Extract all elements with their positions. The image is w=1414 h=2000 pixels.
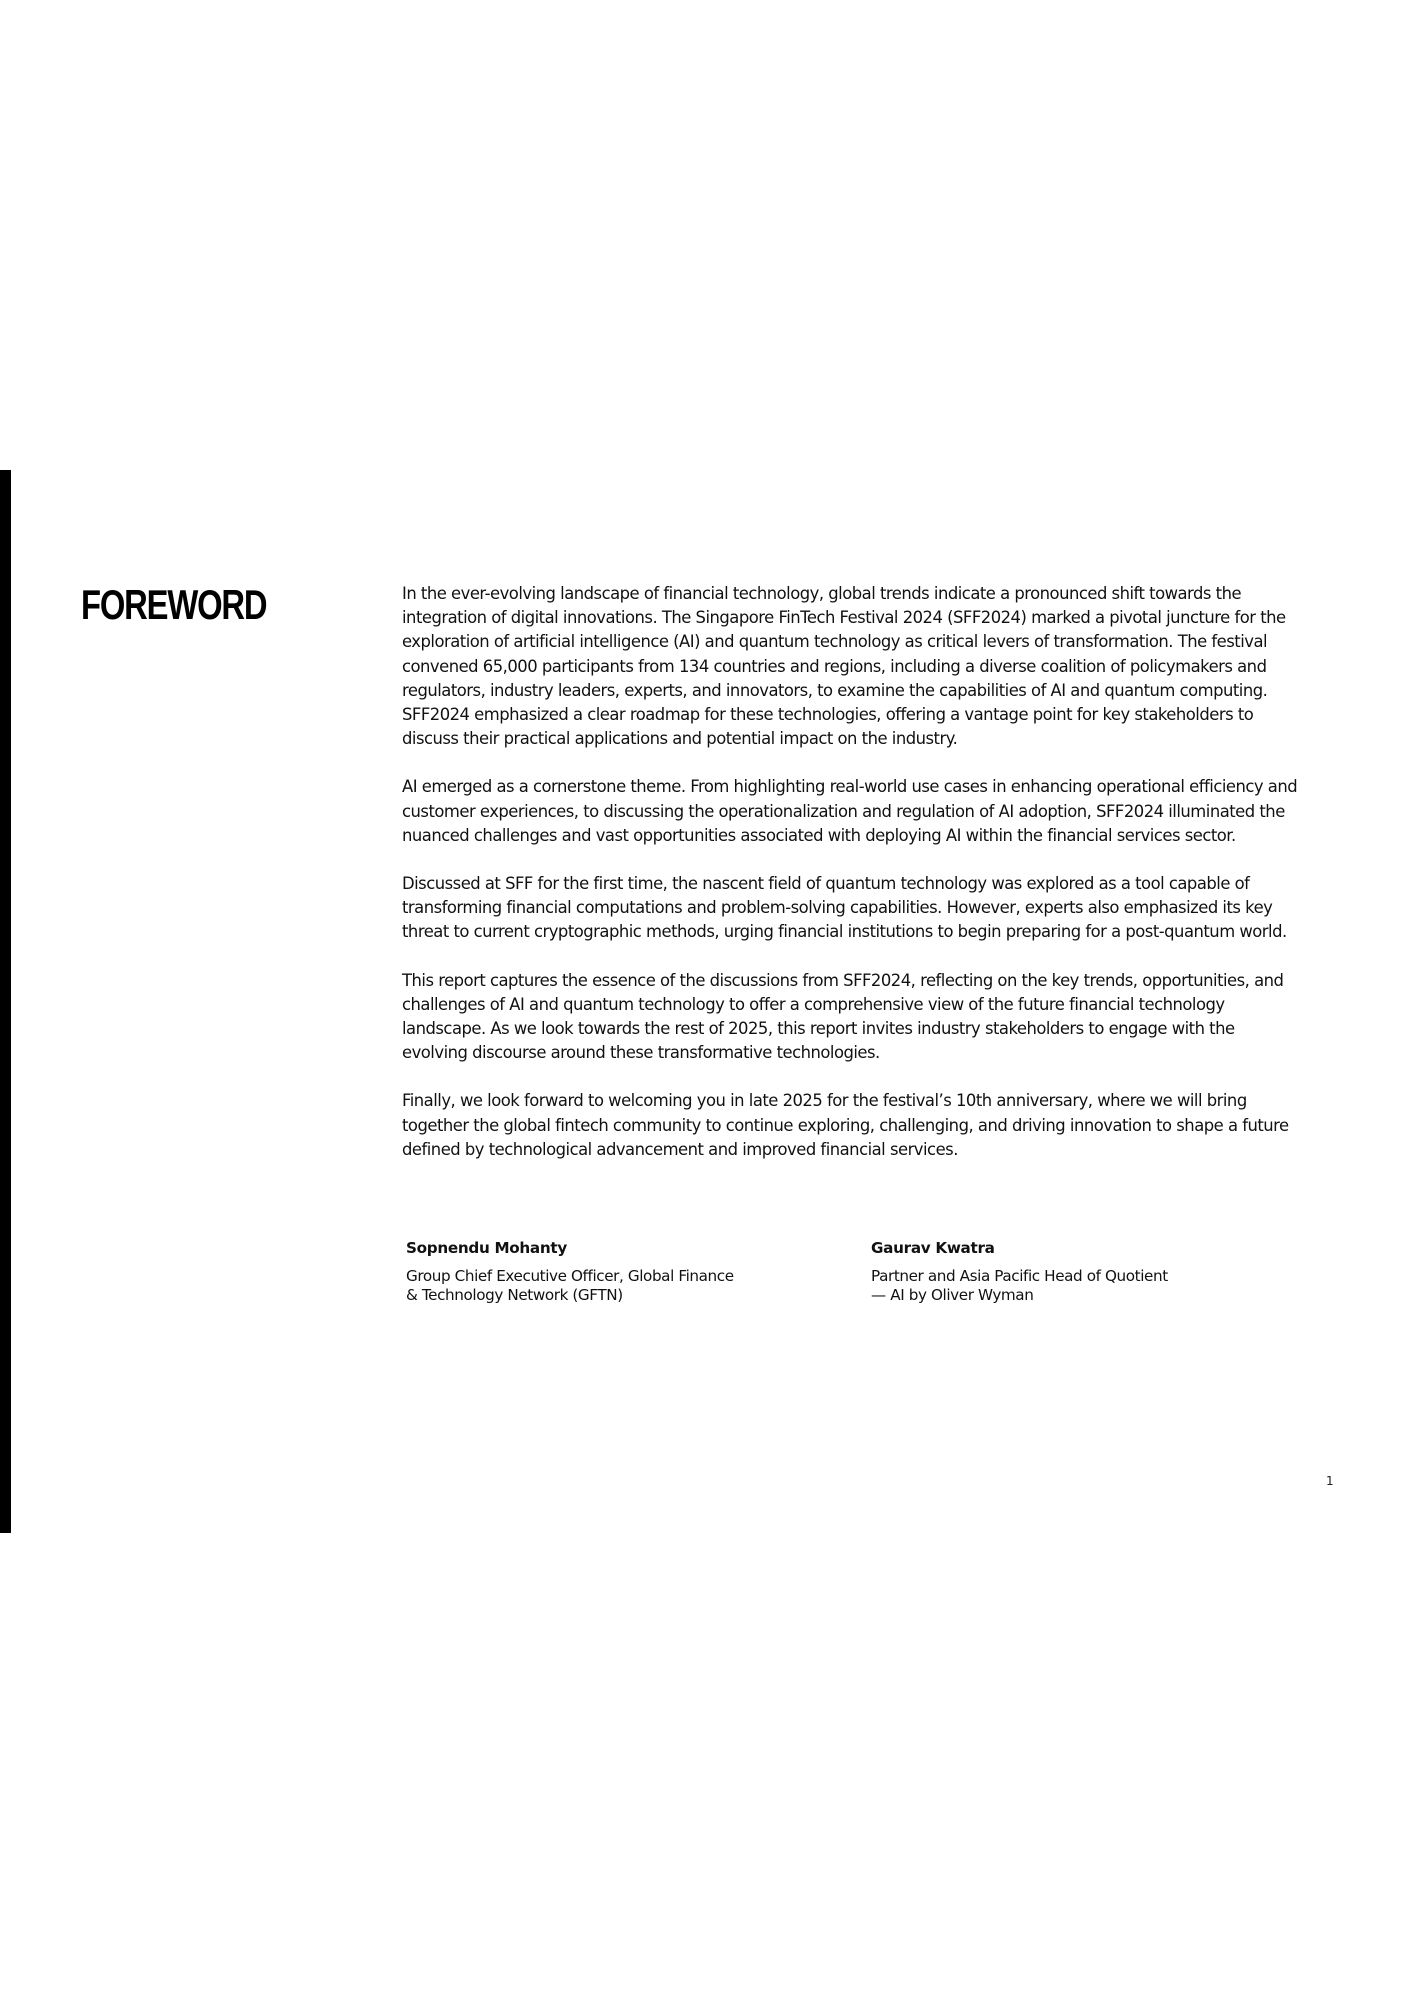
paragraph-closing: Finally, we look forward to welcoming you in late 2025 for the festival’s 10th anniversary, where we will bring together the global fintech community to continue exploring, challenging, and driving innovation to shape a future defined by technological advancement and improved financial services. (402, 1091, 1289, 1159)
signatory-name: Gaurav Kwatra (871, 1239, 995, 1257)
left-accent-bar (0, 470, 11, 1533)
paragraph-report: This report captures the essence of the discussions from SFF2024, reflecting on the key trends, opportunities, and challenges of AI and quantum technology to offer a comprehensive view of the future financial technology landscape. As we look towards the rest of 2025, this report invites industry stakeholders to engage with the evolving discourse around these transformative technologies. (402, 970, 1284, 1063)
signature-block-mohanty (406, 1237, 786, 1305)
signatory-title: Partner and Asia Pacific Head of Quotient — AI by Oliver Wyman (871, 1267, 1168, 1304)
page-number: 1 (1326, 1474, 1334, 1488)
signatory-name: Sopnendu Mohanty (406, 1239, 567, 1257)
paragraph-intro: In the ever-evolving landscape of financial technology, global trends indicate a pronounced shift towards the integration of digital innovations. The Singapore FinTech Festival 2024 (SFF2024) marked a pivotal juncture for the exploration of artificial intelligence (AI) and quantum technology as critical levers of transformation. The festival convened 65,000 participants from 134 countries and regions, including a diverse coalition of policymakers and regulators, industry leaders, experts, and innovators, to examine the capabilities of AI and quantum computing. SFF2024 emphasized a clear roadmap for these technologies, offering a vantage point for key stakeholders to discuss their practical applications and potential impact on the industry. (402, 584, 1286, 749)
paragraph-ai: AI emerged as a cornerstone theme. From highlighting real-world use cases in enhancing operational efficiency and customer experiences, to discussing the operationalization and regulation of AI adoption, SFF2024 illuminated the nuanced challenges and vast opportunities associated with deploying AI within the financial services sector. (402, 777, 1298, 845)
page-title: FOREWORD (81, 581, 267, 628)
signature-block-kwatra (871, 1237, 1251, 1305)
signatory-title: Group Chief Executive Officer, Global Finance & Technology Network (GFTN) (406, 1267, 734, 1304)
foreword-body (402, 582, 1302, 1186)
paragraph-quantum: Discussed at SFF for the first time, the nascent field of quantum technology was explored as a tool capable of transforming financial computations and problem-solving capabilities. However, experts also emphasized its key threat to current cryptographic methods, urging financial institutions to begin preparing for a post-quantum world. (402, 874, 1287, 942)
